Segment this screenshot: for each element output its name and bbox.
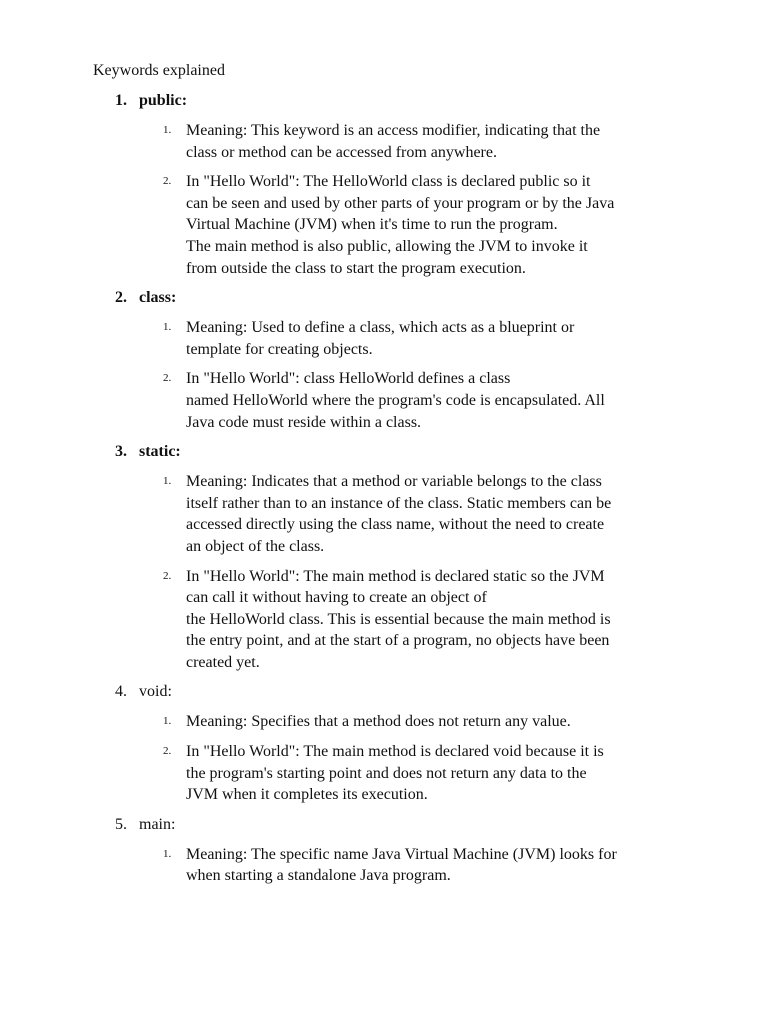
keyword-detail-list [0,120,768,279]
keyword-name: public: [139,92,188,109]
keyword-item [0,681,768,805]
detail-text: Meaning: This keyword is an access modifier, indicating that the class or method can be accessed from anywhere. [186,122,601,161]
keyword-heading [0,90,768,112]
detail-number: 1. [163,321,172,334]
keyword-detail-item [0,120,768,163]
keyword-detail-item [0,471,768,557]
keyword-detail-item [0,317,768,360]
detail-number: 2. [163,175,172,188]
keyword-name: void: [139,683,172,701]
keyword-detail-item [0,844,768,887]
keyword-item [0,814,768,887]
detail-text: Meaning: Used to define a class, which acts as a blueprint or template for creating objects. [186,319,575,358]
keyword-detail-list [0,471,768,673]
keyword-number: 2. [115,289,127,307]
keyword-number: 4. [115,683,127,701]
keyword-name: main: [139,815,176,833]
keyword-number: 3. [115,443,127,461]
detail-number: 1. [163,124,172,136]
keyword-name: static: [139,443,181,461]
detail-number: 2. [163,372,172,385]
keyword-item [0,287,768,433]
keyword-name: class: [139,289,177,307]
keyword-heading [0,814,768,836]
keyword-number: 5. [115,815,127,833]
detail-text: In "Hello World": The main method is declared static so the JVM can call it without having to create an object of the HelloWorld class. This is essential because the main method is the entry point, and at the start of a program, no objects have been created yet. [186,567,611,671]
keyword-detail-item [0,566,768,674]
keyword-detail-item [0,741,768,806]
detail-text: In "Hello World": The HelloWorld class is declared public so it can be seen and used by other parts of your program or by the Java Virtual Machine (JVM) when it's time to run the program. The main method is also public, allowing the JVM to invoke it from outside the class to start the program execution. [186,173,615,277]
keyword-detail-item [0,711,768,733]
keyword-item [0,90,768,279]
detail-number: 2. [163,569,172,582]
detail-text: Meaning: The specific name Java Virtual Machine (JVM) looks for when starting a standalone Java program. [186,845,617,885]
keyword-detail-list [0,317,768,433]
detail-text: Meaning: Specifies that a method does not return any value. [186,713,571,731]
keyword-number: 1. [115,92,127,109]
detail-number: 1. [163,847,172,860]
keyword-detail-list [0,844,768,887]
keyword-heading [0,681,768,703]
keyword-detail-item [0,171,768,279]
detail-number: 2. [163,745,172,758]
detail-text: Meaning: Indicates that a method or variable belongs to the class itself rather than to an instance of the class. Static members can be accessed directly using the class name, without the need to create an object of the class. [186,473,612,555]
detail-number: 1. [163,475,172,488]
document-title: Keywords explained [93,62,225,79]
keyword-detail-list [0,711,768,805]
keyword-item [0,441,768,673]
keyword-list [0,90,768,895]
detail-number: 1. [163,715,172,728]
keyword-heading [0,441,768,463]
detail-text: In "Hello World": class HelloWorld defines a class named HelloWorld where the program's code is encapsulated. All Java code must reside within a class. [186,370,605,431]
detail-text: In "Hello World": The main method is declared void because it is the program's starting point and does not return any data to the JVM when it completes its execution. [186,743,604,804]
keyword-heading [0,287,768,309]
keyword-detail-item [0,368,768,433]
